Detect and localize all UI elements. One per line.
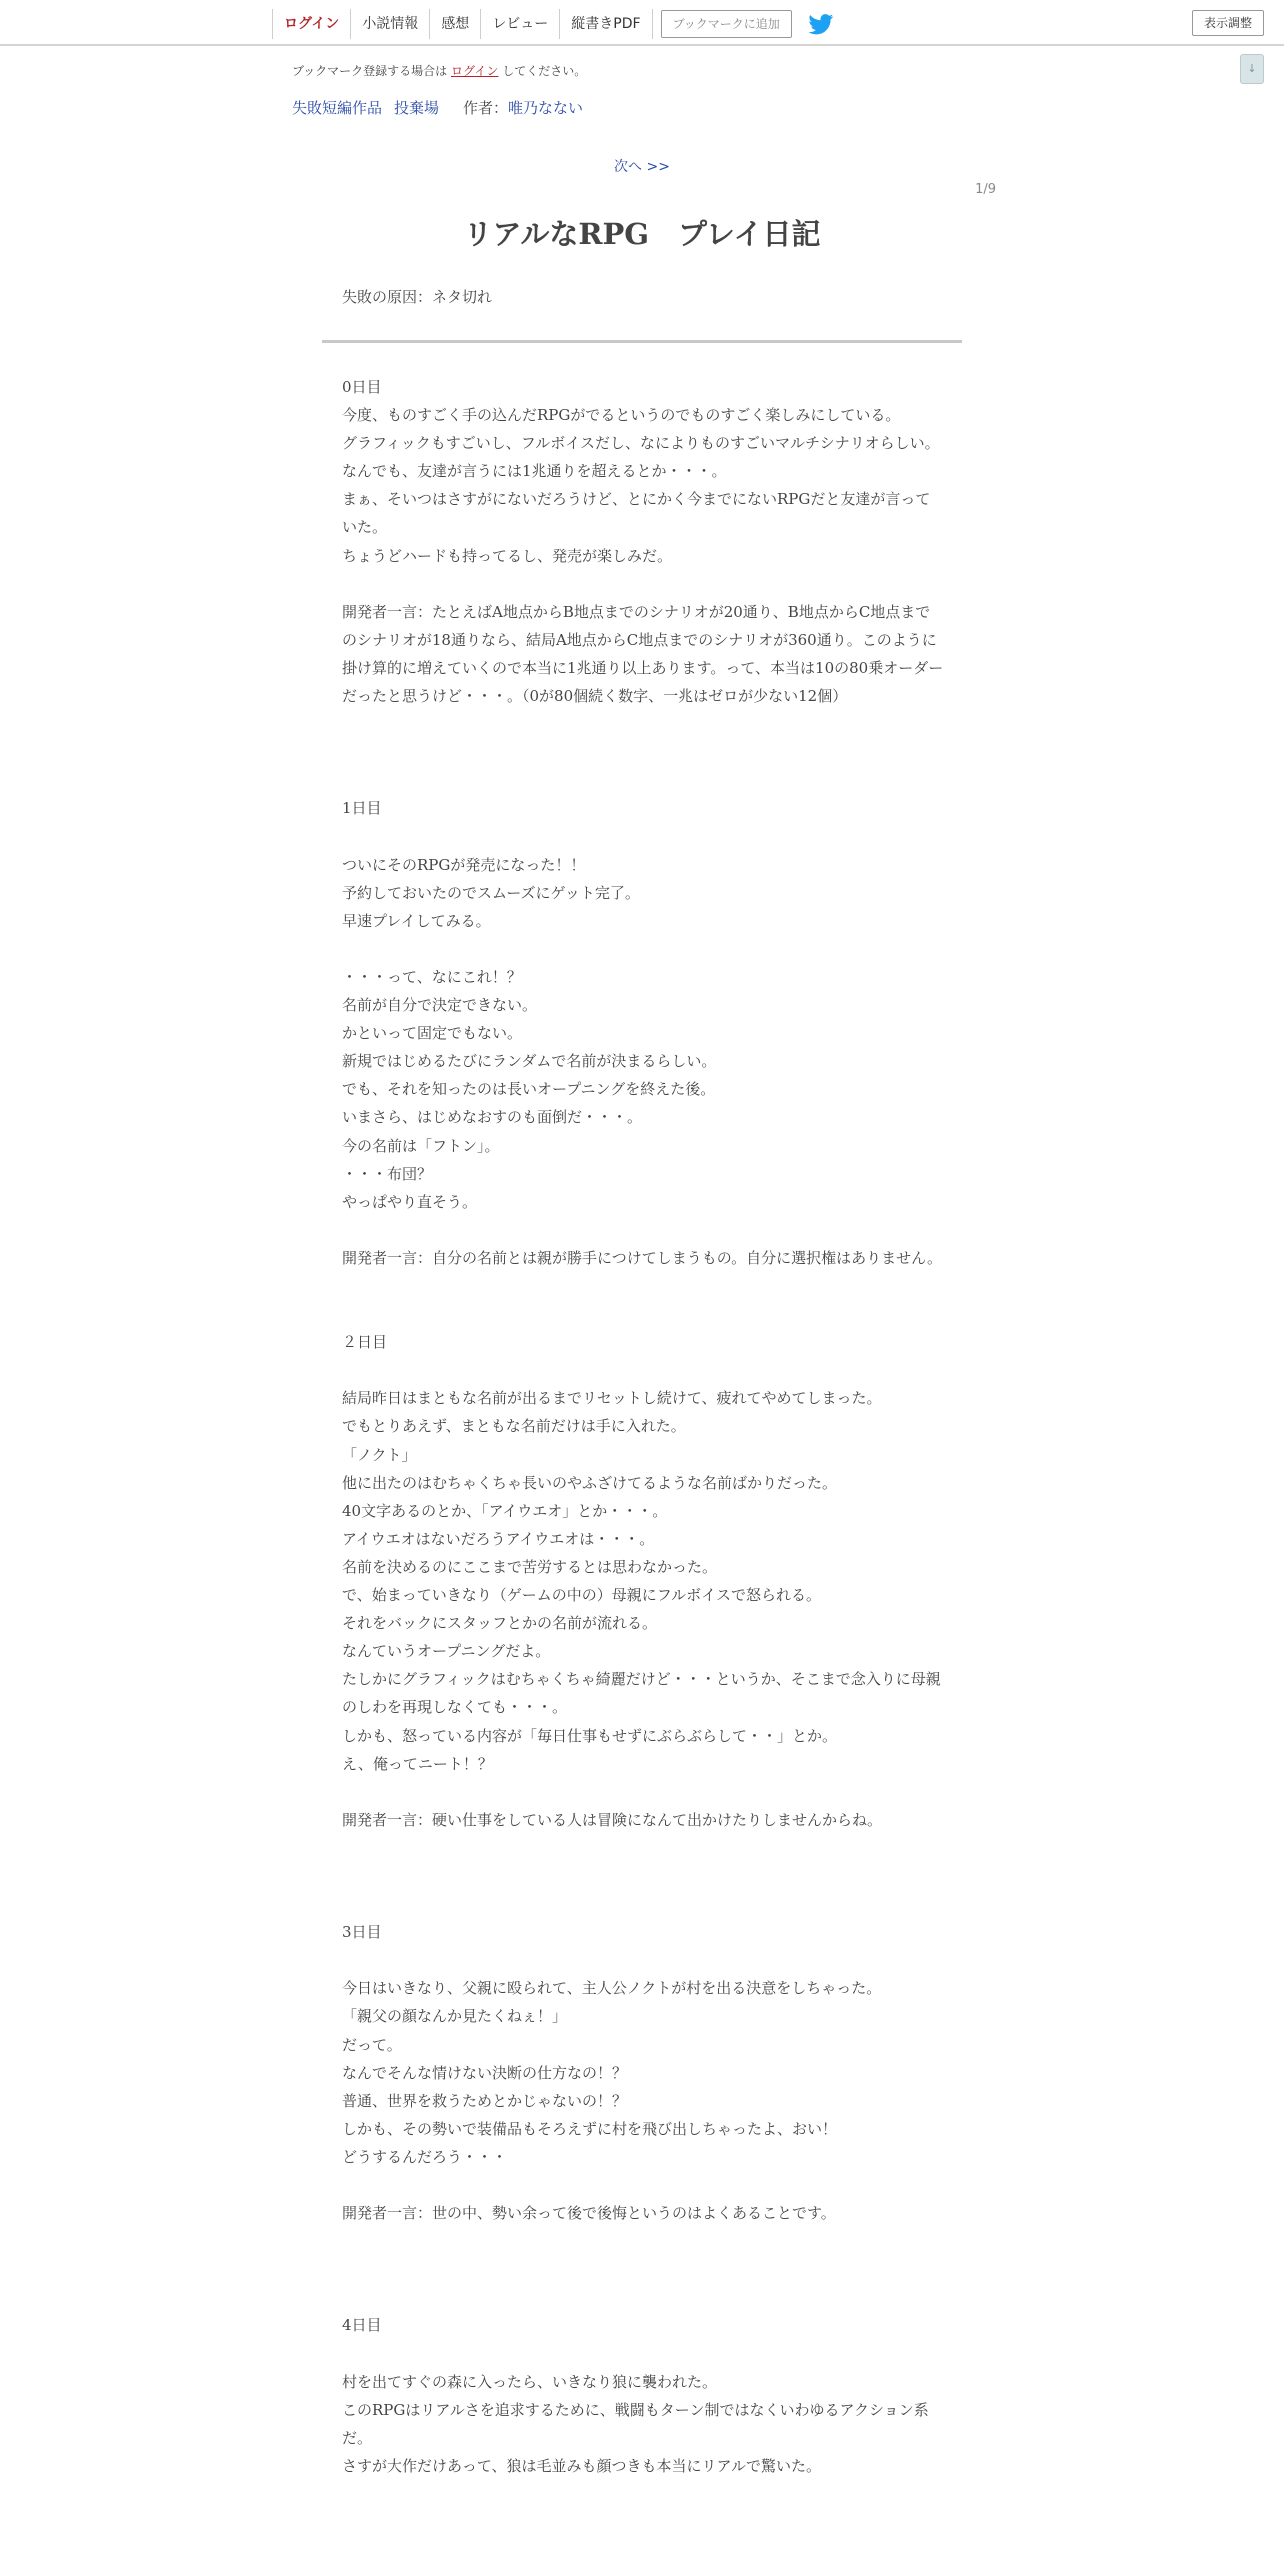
bookmark-login-note	[292, 62, 586, 79]
body-line	[342, 823, 944, 851]
section-divider	[322, 340, 962, 343]
nav-impressions[interactable]: 感想	[429, 9, 480, 39]
body-line	[342, 570, 944, 598]
author-link[interactable]: 唯乃なない	[508, 99, 584, 117]
body-line: 村を出てすぐの森に入ったら、いきなり狼に襲われた。	[342, 2372, 718, 2391]
novel-title: リアルなRPG プレイ日記	[463, 217, 821, 251]
body-line: なんていうオープニングだよ。	[342, 1642, 551, 1661]
body-line	[342, 935, 944, 963]
body-line: なんでそんな情けない決断の仕方なの！？	[342, 2063, 628, 2082]
series-sub-link[interactable]: 投棄場	[394, 99, 440, 117]
body-line: 開発者一言：たとえばA地点からB地点までのシナリオが20通り、B地点からC地点までのシナリオが18通りなら、結局A地点からC地点までのシナリオが360通り。このように掛け算的に増えていくので本当に1兆通り以上あります。って、本当は10の80乗オーダーだったと思うけど・・・。（0が80個続く数字、一兆はゼロが少ない12個）	[342, 602, 944, 706]
body-line: 1日目	[342, 799, 382, 818]
body-line: しかも、その勢いで装備品もそろえずに村を飛び出しちゃったよ、おい！	[342, 2119, 838, 2138]
twitter-icon[interactable]	[808, 13, 834, 35]
bookmark-note-text-end: してください。	[498, 64, 587, 78]
body-line	[342, 1272, 944, 1300]
body-line: 新規ではじめるたびにランダムで名前が決まるらしい。	[342, 1052, 717, 1071]
body-line: アイウエオはないだろうアイウエオは・・・。	[342, 1529, 655, 1548]
body-line: ・・・って、なにこれ！？	[342, 967, 522, 986]
body-line: たしかにグラフィックはむちゃくちゃ綺麗だけど・・・というか、そこまで念入りに母親のしわを再現しなくても・・・。	[342, 1670, 941, 1717]
bookmark-note-text: ブックマーク登録する場合は	[292, 64, 451, 78]
body-line: 今度、ものすごく手の込んだRPGがでるというのでものすごく楽しみにしている。	[342, 406, 901, 425]
body-line: 「ノクト」	[342, 1445, 417, 1464]
next-page-link[interactable]: 次へ >>	[614, 159, 670, 175]
body-line: 他に出たのはむちゃくちゃ長いのやふざけてるような名前ばかりだった。	[342, 1473, 838, 1492]
body-line: だって。	[342, 2035, 402, 2054]
series-info	[292, 97, 583, 118]
body-line: 今の名前は「フトン」。	[342, 1136, 500, 1155]
body-line: なんでも、友達が言うには1兆通りを超えるとか・・・。	[342, 462, 727, 481]
body-line	[342, 1834, 944, 1862]
top-nav-bar	[0, 0, 1284, 46]
body-line: ちょうどハードも持ってるし、発売が楽しみだ。	[342, 546, 673, 565]
body-line: 開発者一言：世の中、勢い余って後で後悔というのはよくあることです。	[342, 2204, 836, 2223]
body-line	[342, 1778, 944, 1806]
body-line	[342, 2255, 944, 2283]
body-line: 開発者一言：硬い仕事をしている人は冒険になんて出かけたりしませんからね。	[342, 1810, 883, 1829]
body-line: このRPGはリアルさを追求するために、戦闘もターン制ではなくいわゆるアクション系だ。	[342, 2400, 929, 2447]
body-line: 「親父の顔なんか見たくねぇ！」	[342, 2007, 568, 2026]
body-line: 0日目	[342, 378, 382, 396]
body-line: 開発者一言：自分の名前とは親が勝手につけてしまうもの。自分に選択権はありません。	[342, 1248, 943, 1267]
page-counter: 1/9	[975, 182, 996, 197]
body-line: どうするんだろう・・・	[342, 2147, 508, 2166]
body-line: でも、それを知ったのは長いオープニングを終えた後。	[342, 1080, 716, 1099]
body-line: しかも、怒っている内容が「毎日仕事もせずにぶらぶらして・・」とか。	[342, 1726, 838, 1745]
body-line: 名前が自分で決定できない。	[342, 996, 538, 1015]
nav-menu	[272, 8, 834, 40]
body-line: ついにそのRPGが発売になった！！	[342, 855, 586, 874]
body-line: ・・・布団？	[342, 1164, 433, 1183]
body-line: 名前を決めるのにここまで苦労するとは思わなかった。	[342, 1557, 718, 1576]
body-line: 結局昨日はまともな名前が出るまでリセットし続けて、疲れてやめてしまった。	[342, 1389, 882, 1408]
body-line: 3日目	[342, 1923, 382, 1942]
body-line	[342, 766, 944, 794]
body-line	[342, 1356, 944, 1384]
body-line: かといって固定でもない。	[342, 1024, 523, 1043]
body-line: え、俺ってニート！？	[342, 1754, 493, 1773]
nav-review[interactable]: レビュー	[480, 9, 559, 39]
add-bookmark-button[interactable]: ブックマークに追加	[661, 10, 792, 38]
body-line	[342, 710, 944, 738]
body-line	[342, 738, 944, 766]
body-line: それをバックにスタッフとかの名前が流れる。	[342, 1614, 658, 1633]
next-page-link-wrap	[0, 156, 1284, 176]
body-line	[342, 1890, 944, 1918]
nav-vertical-pdf[interactable]: 縦書きPDF	[559, 9, 652, 39]
body-line: 4日目	[342, 2316, 382, 2335]
preface-text: 失敗の原因：ネタ切れ	[342, 288, 493, 306]
body-line: 早速プレイしてみる。	[342, 911, 491, 930]
body-line: さすが大作だけあって、狼は毛並みも顔つきも本当にリアルで驚いた。	[342, 2456, 821, 2475]
nav-login[interactable]: ログイン	[272, 9, 350, 39]
display-settings-button[interactable]: 表示調整	[1192, 10, 1264, 36]
body-line: いまさら、はじめなおすのも面倒だ・・・。	[342, 1108, 643, 1127]
bookmark-login-link[interactable]: ログイン	[450, 64, 499, 78]
body-line: 普通、世界を救うためとかじゃないの！？	[342, 2091, 628, 2110]
body-line: でもとりあえず、まともな名前だけは手に入れた。	[342, 1417, 686, 1436]
body-line: やっぱやり直そう。	[342, 1192, 478, 1211]
body-line: 40文字あるのとか、「アイウエオ」とか・・・。	[342, 1501, 668, 1520]
body-line	[342, 1946, 944, 1974]
body-line	[342, 1300, 944, 1328]
novel-body	[342, 373, 944, 2480]
nav-novel-info[interactable]: 小説情報	[350, 9, 429, 39]
body-line	[342, 2171, 944, 2199]
body-line: で、始まっていきなり（ゲームの中の）母親にフルボイスで怒られる。	[342, 1586, 821, 1605]
scroll-down-button[interactable]: ↓	[1240, 54, 1264, 84]
body-line: グラフィックもすごいし、フルボイスだし、なによりものすごいマルチシナリオらしい。	[342, 434, 940, 453]
series-title-link[interactable]: 失敗短編作品	[292, 99, 383, 117]
body-line: 予約しておいたのでスムーズにゲット完了。	[342, 883, 640, 902]
body-line: 今日はいきなり、父親に殴られて、主人公ノクトが村を出る決意をしちゃった。	[342, 1979, 882, 1998]
body-line	[342, 2340, 944, 2368]
body-line: まぁ、そいつはさすがにないだろうけど、とにかく今までにないRPGだと友達が言っていた。	[342, 490, 931, 537]
author-label: 作者：	[463, 99, 509, 117]
body-line	[342, 1216, 944, 1244]
body-line	[342, 2227, 944, 2255]
body-line	[342, 2283, 944, 2311]
body-line: ２日目	[342, 1333, 388, 1352]
body-line	[342, 1862, 944, 1890]
